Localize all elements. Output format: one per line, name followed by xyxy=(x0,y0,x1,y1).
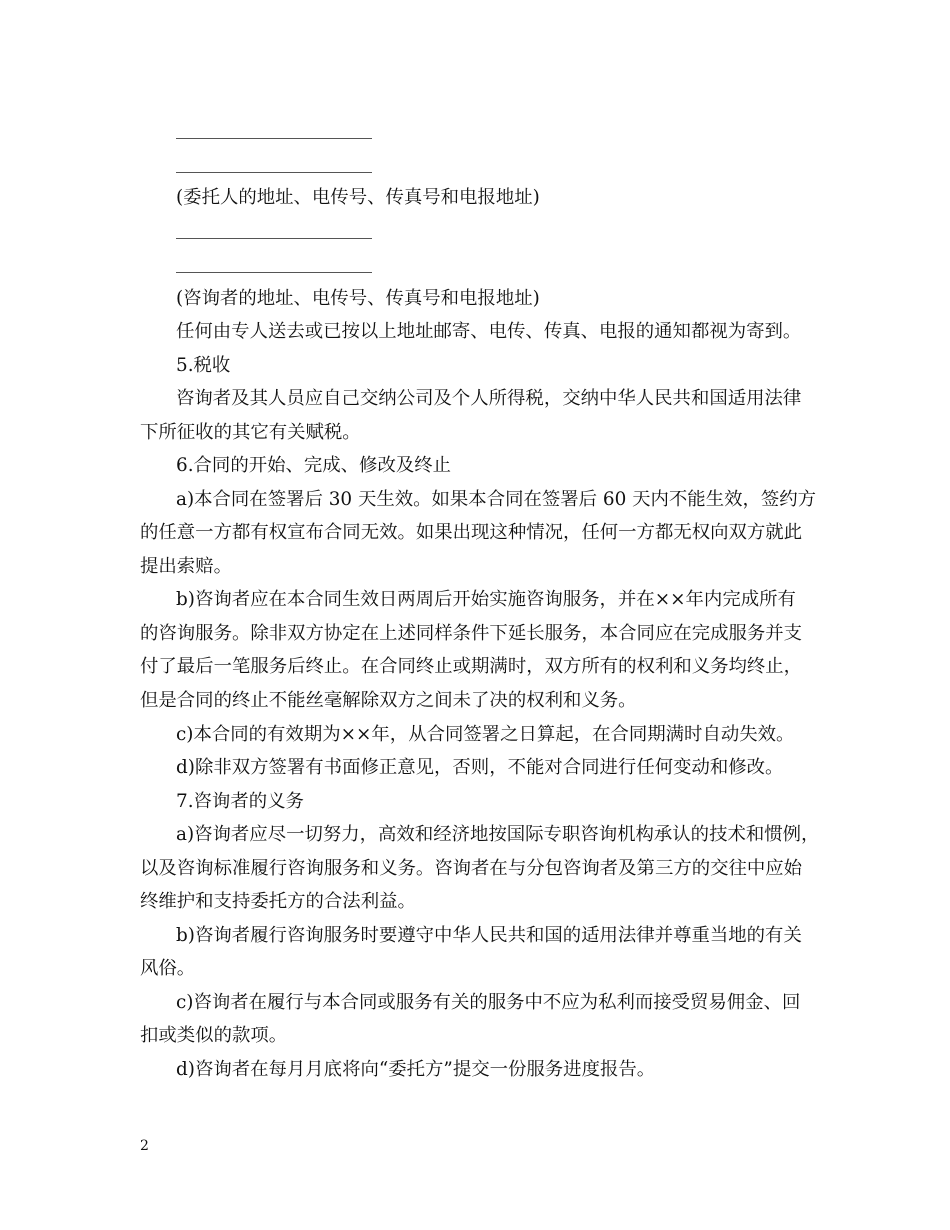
paragraph-line: 付了最后一笔服务后终止。在合同终止或期满时，双方所有的权利和义务均终止， xyxy=(140,656,803,677)
section-7-heading: 7.咨询者的义务 xyxy=(176,791,304,812)
paragraph-line: 以及咨询标准履行咨询服务和义务。咨询者在与分包咨询者及第三方的交往中应始 xyxy=(140,858,803,879)
paragraph-line: c)本合同的有效期为××年，从合同签署之日算起，在合同期满时自动失效。 xyxy=(176,724,795,745)
blank-line xyxy=(176,172,372,173)
consultant-address-note: (咨询者的地址、电传号、传真号和电报地址) xyxy=(176,288,540,309)
blank-line xyxy=(176,272,372,273)
paragraph-line: 的任意一方都有权宣布合同无效。如果出现这种情况，任何一方都无权向双方就此 xyxy=(140,522,803,543)
paragraph-line: b)咨询者履行咨询服务时要遵守中华人民共和国的适用法律并尊重当地的有关 xyxy=(176,925,802,946)
paragraph-line: c)咨询者在履行与本合同或服务有关的服务中不应为私利而接受贸易佣金、回 xyxy=(176,992,801,1013)
paragraph-line: 提出索赔。 xyxy=(140,556,232,577)
paragraph-line: d)咨询者在每月月底将向“委托方”提交一份服务进度报告。 xyxy=(176,1059,656,1080)
paragraph-line: 风俗。 xyxy=(140,958,196,979)
paragraph-line: b)咨询者应在本合同生效日两周后开始实施咨询服务，并在××年内完成所有 xyxy=(176,589,796,610)
section-6-heading: 6.合同的开始、完成、修改及终止 xyxy=(176,455,452,476)
paragraph-line: 下所征收的其它有关赋税。 xyxy=(140,422,361,443)
paragraph-line: 咨询者及其人员应自己交纳公司及个人所得税，交纳中华人民共和国适用法律 xyxy=(176,388,802,409)
blank-line xyxy=(176,138,372,139)
blank-line xyxy=(176,238,372,239)
paragraph-line: 终维护和支持委托方的合法利益。 xyxy=(140,891,416,912)
paragraph-line: a)本合同在签署后 30 天生效。如果本合同在签署后 60 天内不能生效，签约方 xyxy=(176,489,817,510)
client-address-note: (委托人的地址、电传号、传真号和电报地址) xyxy=(176,187,540,208)
paragraph-line: a)咨询者应尽一切努力，高效和经济地按国际专职咨询机构承认的技术和惯例， xyxy=(176,824,820,845)
paragraph-line: 但是合同的终止不能丝毫解除双方之间未了决的权利和义务。 xyxy=(140,690,637,711)
paragraph-line: 的咨询服务。除非双方协定在上述同样条件下延长服务，本合同应在完成服务并支 xyxy=(140,623,803,644)
notice-clause: 任何由专人送去或已按以上地址邮寄、电传、传真、电报的通知都视为寄到。 xyxy=(176,321,802,342)
paragraph-line: 扣或类似的款项。 xyxy=(140,1025,288,1046)
page-number: 2 xyxy=(140,1138,149,1154)
paragraph-line: d)除非双方签署有书面修正意见，否则，不能对合同进行任何变动和修改。 xyxy=(176,757,784,778)
section-5-heading: 5.税收 xyxy=(176,355,231,376)
